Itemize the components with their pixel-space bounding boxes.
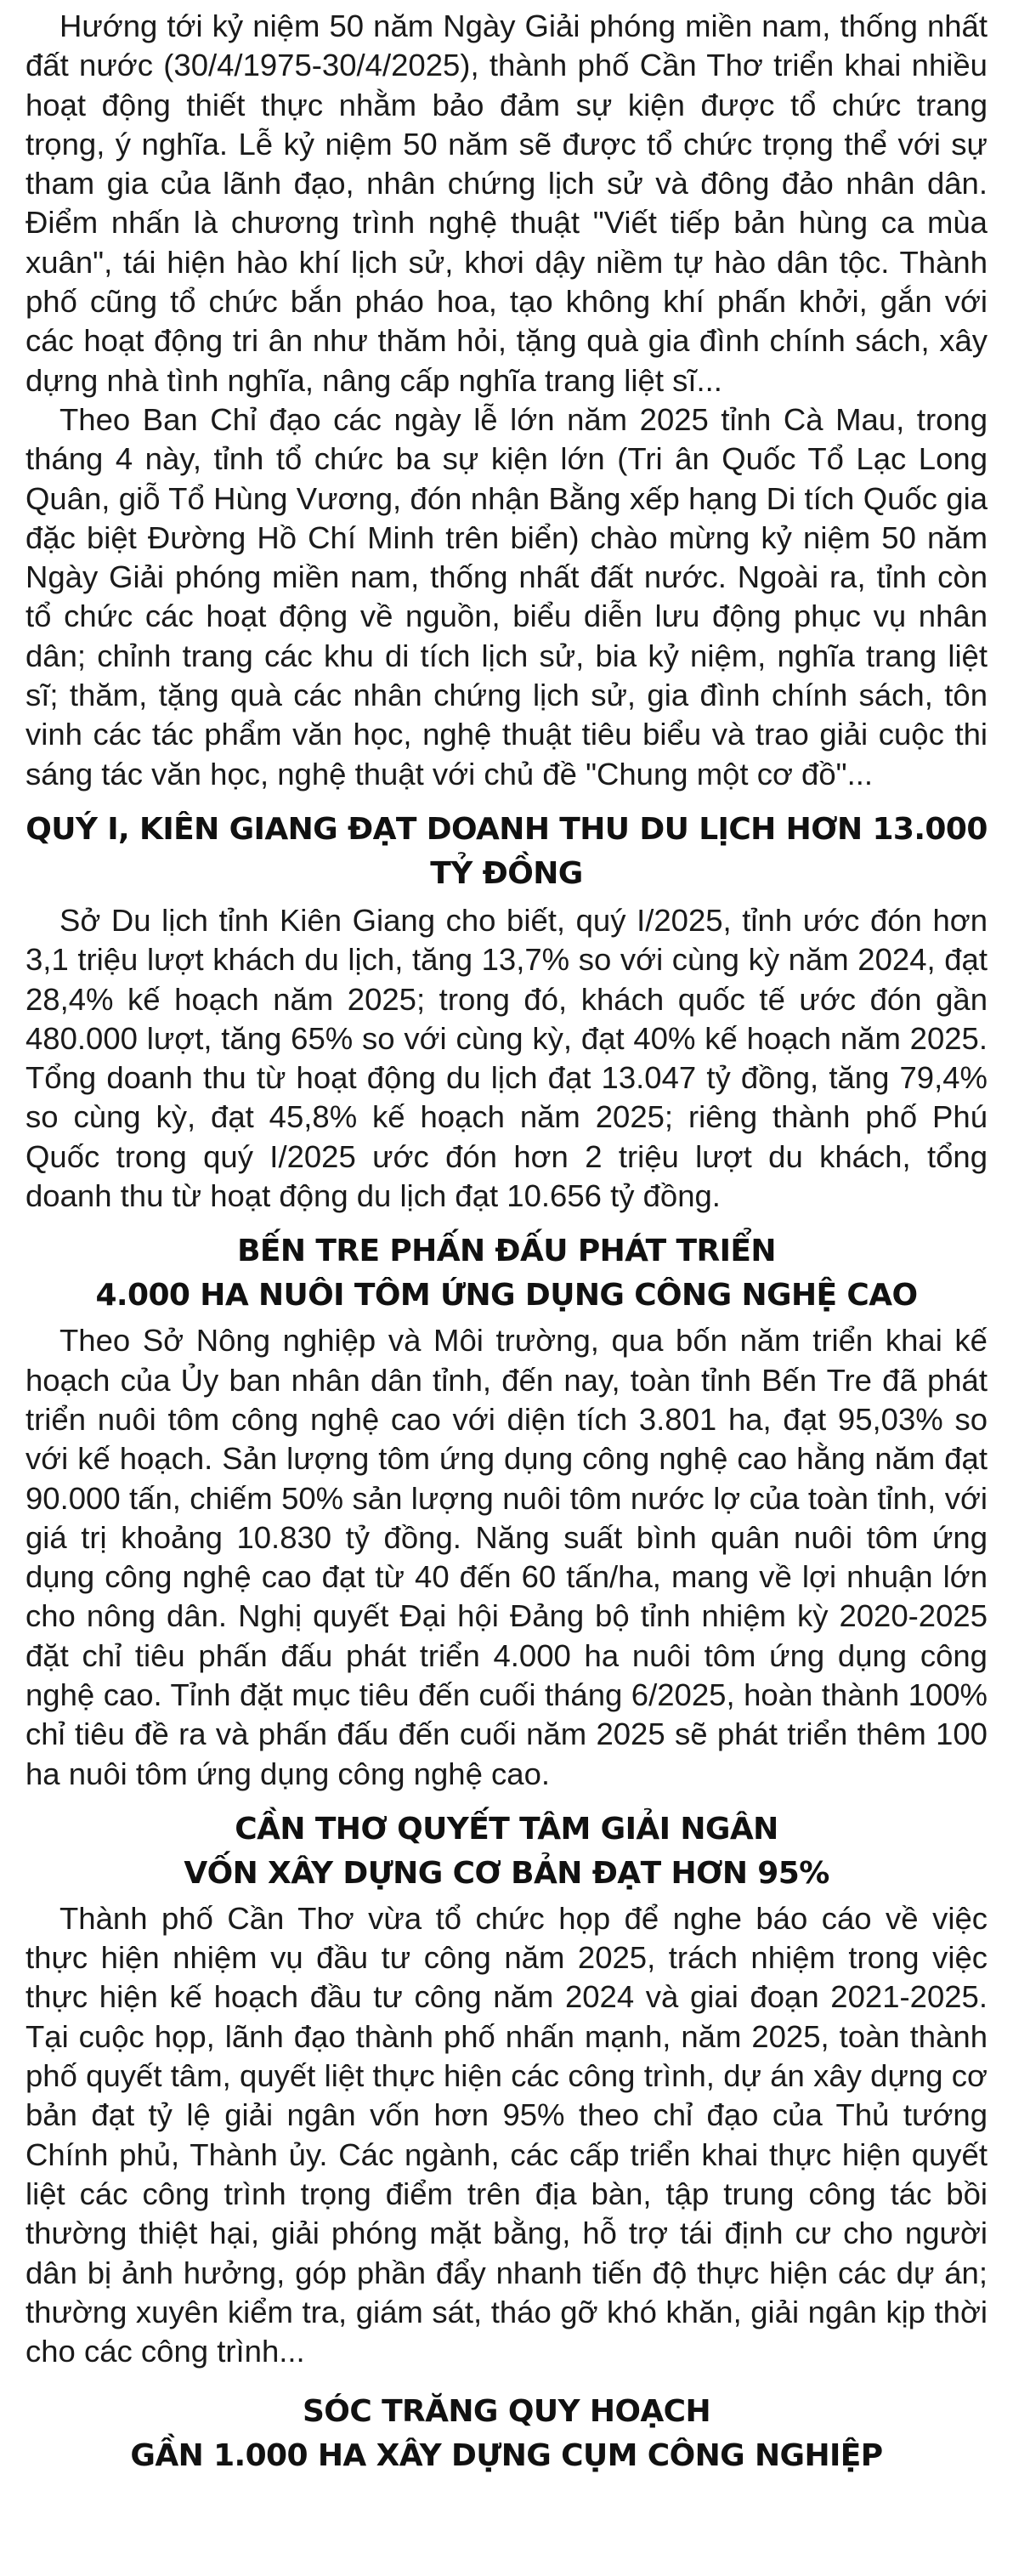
- heading-soc-trang-industrial: [25, 2390, 988, 2478]
- heading-line: VỐN XÂY DỰNG CƠ BẢN ĐẠT HƠN 95%: [184, 1855, 829, 1891]
- heading-line: GẦN 1.000 HA XÂY DỰNG CỤM CÔNG NGHIỆP: [130, 2438, 883, 2474]
- paragraph-kien-giang-tourism: Sở Du lịch tỉnh Kiên Giang cho biết, quý I/2025, tỉnh ước đón hơn 3,1 triệu lượt khách du lịch, tăng 13,7% so với cùng kỳ năm 2024, đạt 28,4% kế hoạch năm 2025; trong đó, khách quốc tế ước đón gần 480.000 lượt, tăng 65% so với cùng kỳ, đạt 40% kế hoạch năm 2025. Tổng doanh thu từ hoạt động du lịch đạt 13.047 tỷ đồng, tăng 79,4% so cùng kỳ, đạt 45,8% kế hoạch năm 2025; riêng thành phố Phú Quốc trong quý I/2025 ước đón hơn 2 triệu lượt du khách, tổng doanh thu từ hoạt động du lịch đạt 10.656 tỷ đồng.: [25, 902, 988, 1214]
- heading-line: 4.000 HA NUÔI TÔM ỨNG DỤNG CÔNG NGHỆ CAO: [95, 1278, 918, 1314]
- paragraph-ca-mau-events: Theo Ban Chỉ đạo các ngày lễ lớn năm 2025 tỉnh Cà Mau, trong tháng 4 này, tỉnh tổ chức ba sự kiện lớn (Tri ân Quốc Tổ Lạc Long Quân, giỗ Tổ Hùng Vương, đón nhận Bằng xếp hạng Di tích Quốc gia đặc biệt Đường Hồ Chí Minh trên biển) chào mừng kỷ niệm 50 năm Ngày Giải phóng miền nam, thống nhất đất nước. Ngoài ra, tỉnh còn tổ chức các hoạt động về nguồn, biểu diễn lưu động phục vụ nhân dân; chỉnh trang các khu di tích lịch sử, bia kỷ niệm, nghĩa trang liệt sĩ; thăm, tặng quà các nhân chứng lịch sử, gia đình chính sách, tôn vinh các tác phẩm văn học, nghệ thuật tiêu biểu và trao giải cuộc thi sáng tác văn học, nghệ thuật với chủ đề "Chung một cơ đồ"...: [25, 401, 988, 792]
- heading-line: CẦN THƠ QUYẾT TÂM GIẢI NGÂN: [235, 1811, 778, 1847]
- paragraph-can-tho-anniversary: Hướng tới kỷ niệm 50 năm Ngày Giải phóng miền nam, thống nhất đất nước (30/4/1975-30/4/2025), thành phố Cần Thơ triển khai nhiều hoạt động thiết thực nhằm bảo đảm sự kiện được tổ chức trang trọng, ý nghĩa. Lễ kỷ niệm 50 năm sẽ được tổ chức trọng thể với sự tham gia của lãnh đạo, nhân chứng lịch sử và đông đảo nhân dân. Điểm nhấn là chương trình nghệ thuật "Viết tiếp bản hùng ca mùa xuân", tái hiện hào khí lịch sử, khơi dậy niềm tự hào dân tộc. Thành phố cũng tổ chức bắn pháo hoa, tạo không khí phấn khởi, gắn với các hoạt động tri ân như thăm hỏi, tặng quà gia đình chính sách, xây dựng nhà tình nghĩa, nâng cấp nghĩa trang liệt sĩ...: [25, 9, 988, 398]
- heading-line: BẾN TRE PHẤN ĐẤU PHÁT TRIỂN: [237, 1234, 776, 1269]
- paragraph-ben-tre-shrimp: Theo Sở Nông nghiệp và Môi trường, qua bốn năm triển khai kế hoạch của Ủy ban nhân dân tỉnh, đến nay, toàn tỉnh Bến Tre đã phát triển nuôi tôm công nghệ cao với diện tích 3.801 ha, đạt 95,03% so với kế hoạch. Sản lượng tôm ứng dụng công nghệ cao hằng năm đạt 90.000 tấn, chiếm 50% sản lượng nuôi tôm nước lợ của toàn tỉnh, với giá trị khoảng 10.830 tỷ đồng. Năng suất bình quân nuôi tôm ứng dụng công nghệ cao đạt từ 40 đến 60 tấn/ha, mang về lợi nhuận lớn cho nông dân. Nghị quyết Đại hội Đảng bộ tỉnh nhiệm kỳ 2020-2025 đặt chỉ tiêu phấn đấu phát triển 4.000 ha nuôi tôm ứng dụng công nghệ cao. Tỉnh đặt mục tiêu đến cuối tháng 6/2025, hoàn thành 100% chỉ tiêu đề ra và phấn đấu đến cuối năm 2025 sẽ phát triển thêm 100 ha nuôi tôm ứng dụng công nghệ cao.: [25, 1323, 988, 1791]
- heading-ben-tre-shrimp: [25, 1229, 988, 1318]
- heading-kien-giang-tourism: QUÝ I, KIÊN GIANG ĐẠT DOANH THU DU LỊCH HƠN 13.000 TỶ ĐỒNG: [25, 811, 988, 891]
- heading-line: SÓC TRĂNG QUY HOẠCH: [302, 2394, 710, 2430]
- paragraph-can-tho-disbursement: Thành phố Cần Thơ vừa tổ chức họp để nghe báo cáo về việc thực hiện nhiệm vụ đầu tư công năm 2025, trách nhiệm trong việc thực hiện kế hoạch đầu tư công năm 2024 và giai đoạn 2021-2025. Tại cuộc họp, lãnh đạo thành phố nhấn mạnh, năm 2025, toàn thành phố quyết tâm, quyết liệt thực hiện các công trình, dự án xây dựng cơ bản đạt tỷ lệ giải ngân vốn hơn 95% theo chỉ đạo của Thủ tướng Chính phủ, Thành ủy. Các ngành, các cấp triển khai thực hiện quyết liệt các công trình trọng điểm trên địa bàn, tập trung công tác bồi thường thiệt hại, giải phóng mặt bằng, hỗ trợ tái định cư cho người dân bị ảnh hưởng, góp phần đẩy nhanh tiến độ thực hiện các dự án; thường xuyên kiểm tra, giám sát, tháo gỡ khó khăn, giải ngân kịp thời cho các công trình...: [25, 1900, 988, 2369]
- heading-can-tho-disbursement: [25, 1807, 988, 1896]
